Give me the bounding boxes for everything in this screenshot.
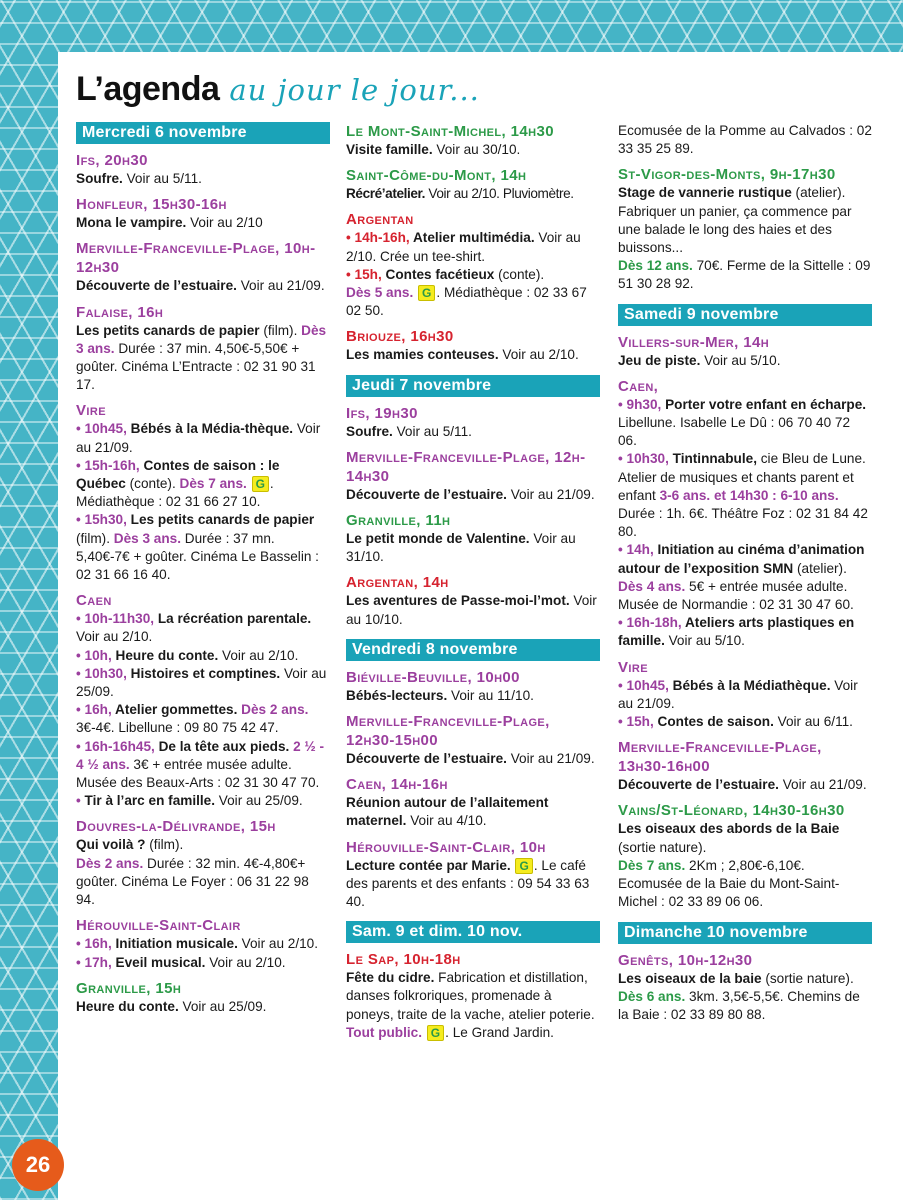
event-place: Douvres-la-Délivrande, 15h — [76, 818, 276, 836]
event-text: • 10h-11h30, La récréation parentale. Voir au 2/10. • 10h, Heure du conte. Voir au 2/10. • 10h30, Histoires et comptines. Voir au 25/09. • 16h, Atelier gommettes. Dès 2 ans. 3€-4€. Libellune : 09 80 75 42 47. • 16h-16h45, De la tête aux pieds. 2 ½ - 4 ½ ans. 3€ + entrée musée adulte. Musée des Beaux-Arts : 02 31 30 47 70. • Tir à l’arc en famille. Voir au 25/09. — [76, 611, 327, 809]
event-place: Ifs, 19h30 — [346, 404, 418, 422]
event-place: Falaise, 16h — [76, 303, 164, 321]
day-header: Sam. 9 et dim. 10 nov. — [346, 921, 600, 943]
event-place: Caen, — [618, 377, 659, 395]
event-text: Les petits canards de papier (film). Dès 3 ans. Durée : 37 min. 4,50€-5,50€ + goûter. Cinéma L’Entracte : 02 31 90 31 17. — [76, 322, 327, 393]
event-text: Le petit monde de Valentine. Voir au 31/10. — [346, 531, 576, 565]
event-place: Biéville-Beuville, 10h00 — [346, 668, 520, 686]
event-text: • 16h, Initiation musicale. Voir au 2/10. • 17h, Eveil musical. Voir au 2/10. — [76, 936, 319, 970]
event-place: Vire — [618, 658, 648, 676]
event-text: Les aventures de Passe-moi-l’mot. Voir au 10/10. — [346, 593, 597, 627]
event-place: Argentan — [346, 211, 414, 229]
event-place: Hérouville-Saint-Clair, 10h — [346, 838, 546, 856]
event-place: Caen — [76, 592, 112, 610]
event-text: • 10h45, Bébés à la Médiathèque. Voir au 21/09. • 15h, Contes de saison. Voir au 6/11. — [618, 677, 858, 730]
event-text: Les oiseaux de la baie (sortie nature). Dès 6 ans. 3km. 3,5€-5,5€. Chemins de la Baie : 02 33 89 80 88. — [618, 970, 860, 1022]
event-text: Récré’atelier. Voir au 2/10. Pluviomètre. — [346, 186, 574, 202]
event-text: Soufre. Voir au 5/11. — [76, 171, 202, 186]
event-text: Soufre. Voir au 5/11. — [346, 423, 472, 439]
event-text: • 9h30, Porter votre enfant en écharpe. Libellune. Isabelle Le Dû : 06 70 40 72 06. • 10h30, Tintinnabule, cie Bleu de Lune. Atelier de musiques et chants parent et enfant 3-6 ans. et 14h30 : 6-10 ans. Durée : 1h. 6€. Théâtre Foz : 02 31 84 42 80. • 14h, Initiation au cinéma d’animation autour de l’exposition SMN (atelier). Dès 4 ans. 5€ + entrée musée adulte. Musée de Normandie : 02 31 30 47 60. • 16h-18h, Ateliers arts plastiques en famille. Voir au 5/10. — [618, 396, 868, 649]
event-text: Jeu de piste. Voir au 5/10. — [618, 352, 781, 368]
event-place: Merville-Franceville-Plage, 12h30-15h00 — [346, 713, 550, 750]
event-place: Caen, 14h-16h — [346, 776, 448, 794]
event-place: Villers-sur-Mer, 14h — [618, 333, 770, 351]
event-place: Ifs, 20h30 — [76, 152, 148, 169]
event-text: Mona le vampire. Voir au 2/10 — [76, 215, 263, 231]
event-text: Bébés-lecteurs. Voir au 11/10. — [346, 687, 534, 703]
event-text: Découverte de l’estuaire. Voir au 21/09. — [76, 278, 325, 294]
event-text: Réunion autour de l’allaitement maternel. Voir au 4/10. — [346, 795, 549, 829]
day-header: Jeudi 7 novembre — [346, 375, 600, 397]
event-place: Honfleur, 15h30-16h — [76, 196, 227, 214]
title-script: au jour le jour... — [229, 73, 480, 107]
event-text: • 14h-16h, Atelier multimédia. Voir au 2/10. Crée un tee-shirt. • 15h, Contes facétieux (conte). Dès 5 ans. G . Médiathèque : 02 33 67 02 50. — [346, 230, 587, 319]
event-place: Merville-Franceville-Plage, 13h30-16h00 — [618, 739, 822, 776]
event-text: Ecomusée de la Pomme au Calvados : 02 33 35 25 89. — [618, 123, 872, 157]
event-place: Le Sap, 10h-18h — [346, 951, 461, 969]
event-text: Lecture contée par Marie. G . Le café des parents et des enfants : 09 54 33 63 40. — [346, 857, 590, 910]
event-text: Les oiseaux des abords de la Baie (sortie nature). Dès 7 ans. 2Km ; 2,80€-6,10€. Ecomusée de la Baie du Mont-Saint-Michel : 02 33 89 06 06. — [618, 821, 840, 910]
column-2 — [346, 122, 600, 1042]
event-place: Vains/St-Léonard, 14h30-16h30 — [618, 802, 845, 820]
day-header: Vendredi 8 novembre — [346, 639, 600, 661]
event-place: Argentan, 14h — [346, 574, 449, 592]
page-number: 26 — [12, 1139, 64, 1191]
event-place: Briouze, 16h30 — [346, 328, 454, 346]
gratuit-badge-icon: G — [427, 1025, 444, 1041]
event-place: St-Vigor-des-Monts, 9h-17h30 — [618, 166, 836, 184]
column-1 — [76, 122, 330, 1016]
event-text: Qui voilà ? (film). Dès 2 ans. Durée : 32 min. 4€-4,80€+ goûter. Cinéma Le Foyer : 06 31 22 98 94. — [76, 837, 309, 908]
day-header: Dimanche 10 novembre — [618, 922, 872, 944]
event-place: Saint-Côme-du-Mont, 14h — [346, 167, 527, 185]
title-main: L’agenda — [76, 70, 220, 108]
event-text: Découverte de l’estuaire. Voir au 21/09. — [346, 751, 595, 767]
event-text: Découverte de l’estuaire. Voir au 21/09. — [346, 486, 595, 502]
event-place: Merville-Franceville-Plage, 12h-14h30 — [346, 448, 586, 485]
event-place: Granville, 15h — [76, 979, 182, 997]
gratuit-badge-icon: G — [252, 476, 269, 492]
event-place: Granville, 11h — [346, 512, 451, 530]
event-place: Merville-Franceville-Plage, 10h-12h30 — [76, 240, 316, 277]
event-place: Genêts, 10h-12h30 — [618, 951, 753, 969]
event-text: Les mamies conteuses. Voir au 2/10. — [346, 347, 579, 363]
event-text: • 10h45, Bébés à la Média-thèque. Voir au 21/09. • 15h-16h, Contes de saison : le Québec (conte). Dès 7 ans. G . Médiathèque : 02 31 66 27 10. • 15h30, Les petits canards de papier (film). Dès 3 ans. Durée : 37 mn. 5,40€-7€ + goûter. Cinéma Le Basselin : 02 31 66 16 40. — [76, 421, 321, 583]
gratuit-badge-icon: G — [515, 858, 532, 874]
event-text: Heure du conte. Voir au 25/09. — [76, 998, 267, 1014]
event-place: Le Mont-Saint-Michel, 14h30 — [346, 123, 554, 140]
event-text: Fête du cidre. Fabrication et distillation, danses folkroriques, promenade à poneys, traite de la vache, atelier poterie. Tout public. G . Le Grand Jardin. — [346, 970, 595, 1040]
event-place: Vire — [76, 402, 106, 420]
column-3 — [618, 122, 872, 1024]
gratuit-badge-icon: G — [418, 285, 435, 301]
event-text: Visite famille. Voir au 30/10. — [346, 142, 521, 157]
day-header: Samedi 9 novembre — [618, 304, 872, 326]
page-title — [76, 70, 480, 118]
event-text: Stage de vannerie rustique (atelier). Fabriquer un panier, ça commence par une balade le long des haies et des buissons... Dès 12 ans. 70€. Ferme de la Sittelle : 09 51 30 28 92. — [618, 185, 871, 292]
event-text: Découverte de l’estuaire. Voir au 21/09. — [618, 777, 867, 793]
event-place: Hérouville-Saint-Clair — [76, 917, 241, 935]
day-header: Mercredi 6 novembre — [76, 122, 330, 144]
